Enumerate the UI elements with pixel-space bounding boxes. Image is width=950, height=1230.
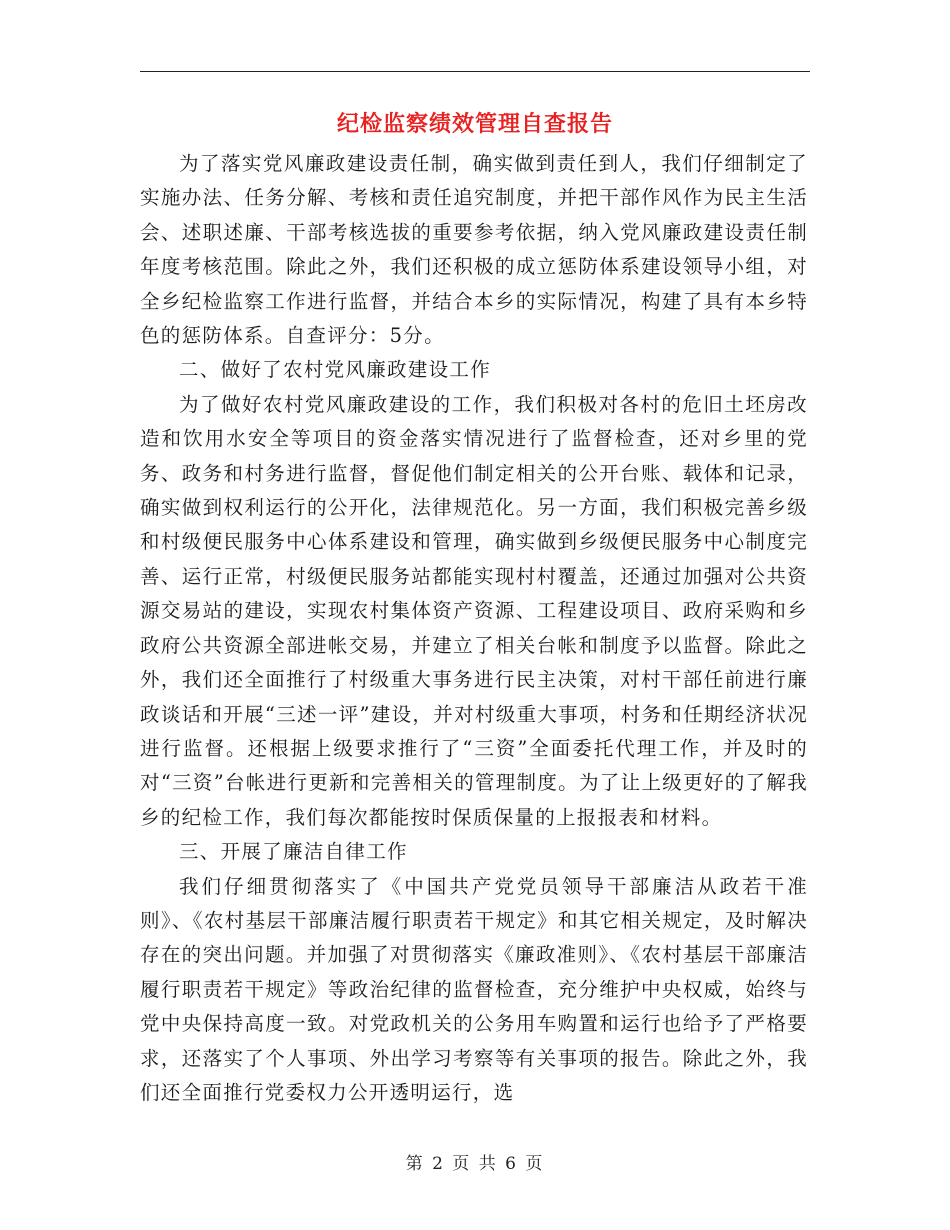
document-title: 纪检监察绩效管理自查报告 <box>336 112 613 137</box>
paragraph-1: 为了落实党风廉政建设责任制，确实做到责任到人，我们仔细制定了实施办法、任务分解、考核和责任追究制度，并把干部作风作为民主生活会、述职述廉、干部考核选拔的重要参考依据，纳入党风廉政建设责任制年度考核范围。除此之外，我们还积极的成立惩防体系建设领导小组，对全乡纪检监察工作进行监督，并结合本乡的实际情况，构建了具有本乡特色的惩防体系。自查评分：5分。 <box>140 152 808 348</box>
section-heading-2: 二、做好了农村党风廉政建设工作 <box>179 358 492 382</box>
header-rule <box>140 71 810 72</box>
paragraph-2: 为了做好农村党风廉政建设的工作，我们积极对各村的危旧土坯房改造和饮用水安全等项目的资金落实情况进行了监督检查，还对乡里的党务、政务和村务进行监督，督促他们制定相关的公开台账、载体和记录，确实做到权利运行的公开化，法律规范化。另一方面，我们积极完善乡级和村级便民服务中心体系建设和管理，确实做到乡级便民服务中心制度完善、运行正常，村级便民服务站都能实现村村覆盖，还通过加强对公共资源交易站的建设，实现农村集体资产资源、工程建设项目、政府采购和乡政府公共资源全部进帐交易，并建立了相关台帐和制度予以监督。除此之外，我们还全面推行了村级重大事务进行民主决策，对村干部任前进行廉政谈话和开展“三述一评”建设，并对村级重大事项，村务和任期经济状况进行监督。还根据上级要求推行了“三资”全面委托代理工作，并及时的对“三资”台帐进行更新和完善相关的管理制度。为了让上级更好的了解我乡的纪检工作，我们每次都能按时保质保量的上报报表和材料。 <box>140 392 808 829</box>
page-number-footer: 第 2 页 共 6 页 <box>405 1154 545 1174</box>
section-heading-3: 三、开展了廉洁自律工作 <box>179 840 408 864</box>
document-body <box>140 147 808 1110</box>
paragraph-3: 我们仔细贯彻落实了《中国共产党党员领导干部廉洁从政若干准则》、《农村基层干部廉洁履行职责若干规定》和其它相关规定，及时解决存在的突出问题。并加强了对贯彻落实《廉政准则》、《农村基层干部廉洁履行职责若干规定》等政治纪律的监督检查，充分维护中央权威，始终与党中央保持高度一致。对党政机关的公务用车购置和运行也给予了严格要求，还落实了个人事项、外出学习考察等有关事项的报告。除此之外，我们还全面推行党委权力公开透明运行，选 <box>140 874 808 1104</box>
